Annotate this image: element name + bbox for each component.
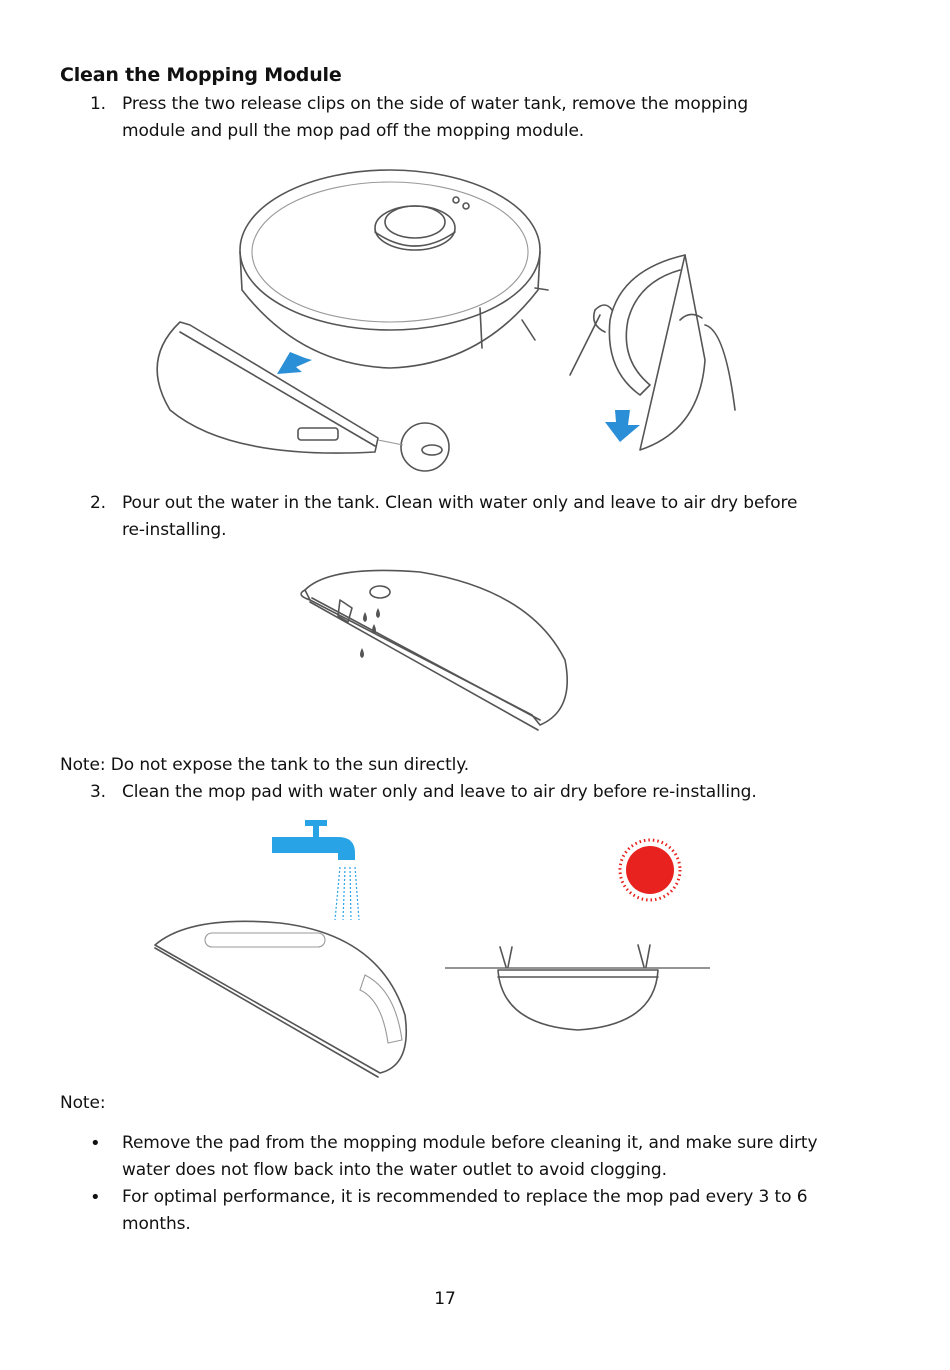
step-3-number: 3. [89,782,106,802]
step-1-number: 1. [89,94,106,114]
robot-side [240,252,540,368]
mop-pad-wash [155,921,406,1073]
bullet-2-symbol: • [90,1187,101,1208]
illustration-wash-dry [150,815,720,1080]
bullet-1-symbol: • [90,1133,101,1154]
pull-arrow [277,352,312,374]
sun-icon [620,840,680,900]
step-3-text: Clean the mop pad with water only and leave to air dry before re-installing. [122,782,757,802]
step-1-text: Press the two release clips on the side of water tank, remove the mopping module and pull the mop pad off the mopping module. [122,94,749,141]
step-2-text: Pour out the water in the tank. Clean with water only and leave to air dry before re-installing. [122,493,798,540]
illustration-remove-module [150,160,760,480]
faucet-icon [272,820,359,920]
drop-4 [360,648,364,658]
down-arrow [605,410,640,442]
bullet-2-text: For optimal performance, it is recommended to replace the mop pad every 3 to 6 months. [122,1187,808,1234]
mop-module [157,322,378,453]
drop-3 [372,624,376,634]
bullet-1-text: Remove the pad from the mopping module before cleaning it, and make sure dirty water does not flow back into the water outlet to avoid clogging. [122,1133,818,1180]
section-heading: Clean the Mopping Module [60,64,342,86]
robot-top [240,170,540,330]
note-label: Note: [60,1093,106,1113]
clip-right [638,945,650,967]
clip-left [500,947,512,967]
illustration-pour-water [290,560,590,750]
step-2-number: 2. [89,493,106,513]
drying-pad [498,970,658,1030]
note-sun: Note: Do not expose the tank to the sun directly. [60,755,470,775]
drop-1 [376,608,380,618]
water-tank [305,570,567,725]
page-number: 17 [434,1289,456,1309]
drop-2 [363,612,367,622]
